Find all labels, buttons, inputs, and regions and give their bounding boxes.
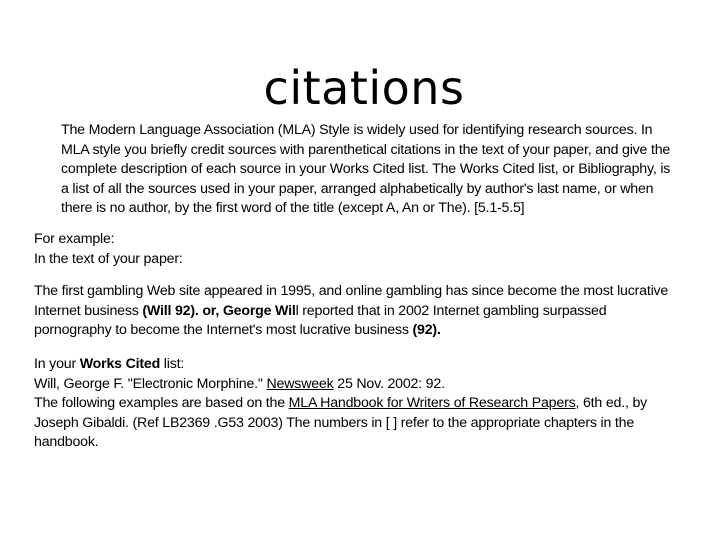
works-cited-text: list: [160, 356, 185, 372]
mla-handbook-link[interactable]: MLA Handbook for Writers of Research Papers [288, 395, 576, 412]
works-cited-label [34, 355, 702, 375]
examples-line: Joseph Gibaldi. (Ref LB2369 .G53 2003) The numbers in [ ] refer to the appropriate chapters in the [34, 414, 635, 431]
citation-text: Will, George F. "Electronic Morphine." [34, 375, 267, 392]
examples-line [34, 394, 702, 414]
gambling-line: The first gambling Web site appeared in 1995, and online gambling has since become the most lucrative [34, 283, 669, 299]
intro-line: a list of all the sources used in your paper, arranged alphabetically by author's last name, or when [61, 180, 654, 197]
slide-title: citations [263, 61, 465, 115]
gambling-line [34, 321, 702, 341]
gambling-line [34, 302, 702, 322]
works-cited-citation [34, 375, 702, 395]
intro-line: there is no author, by the first word of the title (except A, An or The). [5.1-5.5] [61, 200, 525, 217]
works-cited-text: In your [34, 356, 80, 372]
gambling-example [34, 282, 702, 341]
intro-paragraph [61, 121, 693, 219]
newsweek-link[interactable]: Newsweek [266, 375, 334, 392]
intro-line: complete description of each source in your Works Cited list. The Works Cited list, or Bibliography, is [61, 161, 671, 178]
gambling-text: pornography to become the Internet's most lucrative business [34, 322, 413, 339]
examples-line: handbook. [34, 434, 99, 451]
citation-text: 25 Nov. 2002: 92. [333, 375, 445, 392]
example-block [34, 230, 702, 269]
examples-text: The following examples are based on the [34, 395, 289, 412]
gambling-text: Internet business [34, 302, 143, 319]
example-label: For example: [34, 231, 115, 247]
gambling-citation-bold: (92). [412, 322, 441, 339]
intro-line: The Modern Language Association (MLA) Style is widely used for identifying research sources. In [61, 122, 653, 138]
intro-line: MLA style you briefly credit sources with parenthetical citations in the text of your paper, and give the [61, 141, 671, 158]
example-text-label: In the text of your paper: [34, 250, 183, 267]
gambling-citation-bold: (Will 92). or, George Wil [142, 302, 296, 319]
works-cited-bold: Works Cited [79, 356, 161, 372]
examples-text: , 6th ed., by [575, 395, 648, 412]
gambling-text: l reported that in 2002 Internet gambling surpassed [295, 302, 607, 319]
works-cited-block [34, 355, 702, 453]
